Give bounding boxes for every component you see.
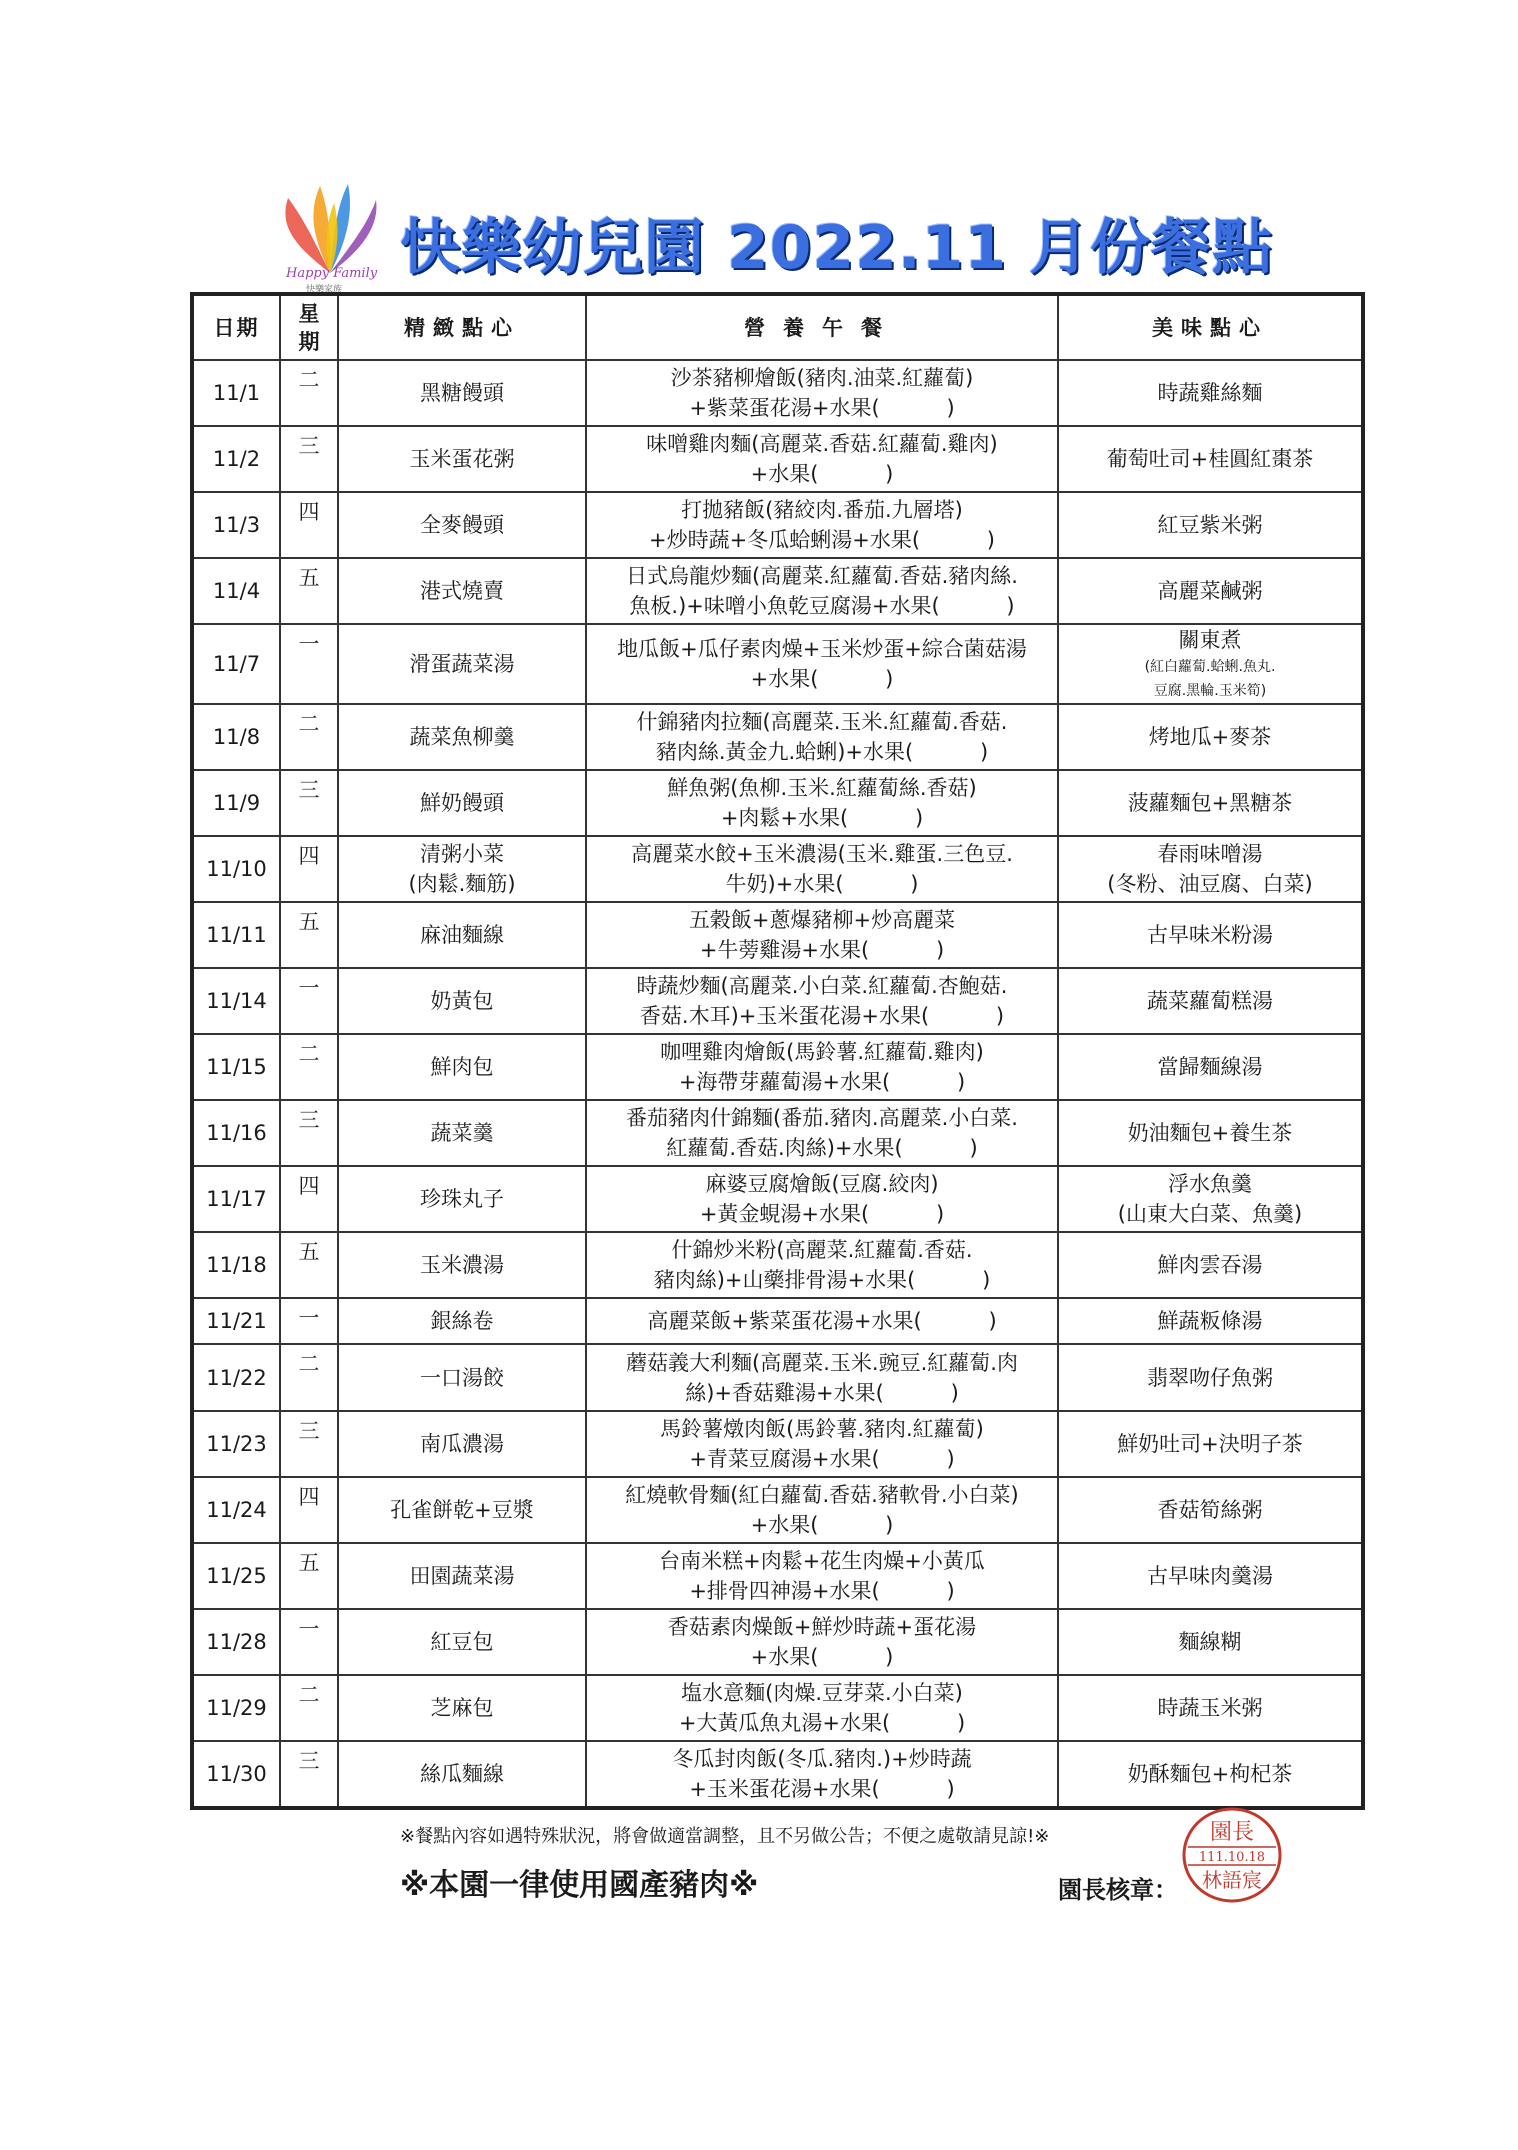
menu-date: 11/14 — [192, 968, 280, 1034]
menu-lunch — [586, 1543, 1058, 1609]
menu-afternoon-line: 奶油麵包+養生茶 — [1127, 1121, 1293, 1146]
menu-weekday: 一 — [280, 624, 338, 704]
menu-afternoon-line: 紅豆紫米粥 — [1157, 513, 1263, 538]
menu-lunch-line: 馬鈴薯燉肉飯(馬鈴薯.豬肉.紅蘿蔔) — [660, 1416, 984, 1441]
menu-date: 11/16 — [192, 1100, 280, 1166]
menu-snack-line: 田園蔬菜湯 — [409, 1563, 515, 1588]
menu-date: 11/21 — [192, 1298, 280, 1344]
menu-weekday: 五 — [280, 1543, 338, 1609]
menu-weekday: 五 — [280, 1232, 338, 1298]
menu-lunch-line: +黃金蜆湯+水果( ) — [699, 1202, 945, 1227]
menu-lunch-line: 鮮魚粥(魚柳.玉米.紅蘿蔔絲.香菇) — [667, 776, 977, 801]
menu-snack — [338, 836, 586, 902]
menu-snack-line: 港式燒賣 — [420, 579, 504, 604]
menu-snack — [338, 1298, 586, 1344]
menu-date: 11/30 — [192, 1741, 280, 1808]
menu-afternoon-line: 香菇筍絲粥 — [1157, 1497, 1263, 1522]
menu-afternoon — [1058, 1543, 1363, 1609]
menu-body — [192, 360, 1363, 1808]
menu-weekday: 二 — [280, 1344, 338, 1410]
menu-lunch — [586, 836, 1058, 902]
menu-lunch-line: 麻婆豆腐燴飯(豆腐.絞肉) — [705, 1172, 939, 1197]
menu-row — [192, 492, 1363, 558]
menu-date: 11/23 — [192, 1411, 280, 1477]
menu-date: 11/8 — [192, 704, 280, 770]
stamp-date: 111.10.18 — [1198, 1850, 1266, 1865]
menu-lunch-line: 魚板.)+味噌小魚乾豆腐湯+水果( ) — [629, 594, 1015, 619]
menu-date: 11/3 — [192, 492, 280, 558]
menu-afternoon-line: 高麗菜鹹粥 — [1157, 579, 1263, 604]
menu-lunch-line: 豬肉絲)+山藥排骨湯+水果( ) — [653, 1268, 991, 1293]
menu-lunch-line: 豬肉絲.黃金九.蛤蜊)+水果( ) — [655, 740, 989, 765]
menu-date: 11/25 — [192, 1543, 280, 1609]
adjustment-note: ※餐點內容如遇特殊狀況，將會做適當調整，且不另做公告；不便之處敬請見諒!※ — [400, 1826, 1050, 1847]
menu-date: 11/24 — [192, 1477, 280, 1543]
menu-row — [192, 770, 1363, 836]
domestic-pork-notice: ※本園一律使用國產豬肉※ — [400, 1868, 759, 1903]
menu-weekday: 四 — [280, 1166, 338, 1232]
menu-lunch — [586, 1609, 1058, 1675]
menu-afternoon — [1058, 1100, 1363, 1166]
page-title: 快樂幼兒園 2022.11 月份餐點 — [400, 213, 1274, 283]
menu-snack — [338, 1477, 586, 1543]
menu-lunch — [586, 1344, 1058, 1410]
menu-weekday: 二 — [280, 704, 338, 770]
header-date: 日期 — [192, 294, 280, 360]
menu-snack-line: 紅豆包 — [430, 1629, 494, 1654]
menu-lunch-line: +水果( ) — [750, 667, 894, 692]
menu-afternoon — [1058, 426, 1363, 492]
menu-lunch-line: 紅蘿蔔.香菇.肉絲)+水果( ) — [666, 1136, 978, 1161]
menu-weekday: 五 — [280, 558, 338, 624]
menu-afternoon-line: 翡翠吻仔魚粥 — [1147, 1365, 1273, 1390]
menu-lunch — [586, 704, 1058, 770]
menu-snack-line: (肉鬆.麵筋) — [408, 872, 516, 897]
menu-lunch-line: 高麗菜水餃+玉米濃湯(玉米.雞蛋.三色豆. — [631, 842, 1013, 867]
page-header — [258, 178, 1274, 298]
header-snack: 精緻點心 — [338, 294, 586, 360]
menu-lunch-line: 地瓜飯+瓜仔素肉燥+玉米炒蛋+綜合菌菇湯 — [617, 637, 1027, 662]
menu-snack-line: 鮮奶饅頭 — [420, 791, 504, 816]
menu-row — [192, 902, 1363, 968]
menu-row — [192, 1543, 1363, 1609]
menu-afternoon — [1058, 1166, 1363, 1232]
menu-snack — [338, 1741, 586, 1808]
menu-afternoon-line: 葡萄吐司+桂圓紅棗茶 — [1106, 447, 1314, 472]
menu-afternoon — [1058, 1741, 1363, 1808]
menu-row — [192, 1232, 1363, 1298]
menu-afternoon-line: 鮮肉雲吞湯 — [1157, 1253, 1263, 1278]
menu-snack — [338, 1411, 586, 1477]
menu-lunch-line: 咖哩雞肉燴飯(馬鈴薯.紅蘿蔔.雞肉) — [660, 1040, 984, 1065]
menu-afternoon — [1058, 1411, 1363, 1477]
menu-lunch — [586, 1034, 1058, 1100]
menu-row — [192, 1166, 1363, 1232]
menu-row — [192, 1477, 1363, 1543]
menu-afternoon — [1058, 1675, 1363, 1741]
menu-lunch-line: 高麗菜飯+紫菜蛋花湯+水果( ) — [647, 1309, 997, 1334]
menu-lunch-line: +海帶芽蘿蔔湯+水果( ) — [678, 1070, 966, 1095]
menu-date: 11/4 — [192, 558, 280, 624]
menu-snack — [338, 558, 586, 624]
menu-row — [192, 836, 1363, 902]
menu-weekday: 一 — [280, 1609, 338, 1675]
menu-afternoon — [1058, 492, 1363, 558]
stamp-title: 園長 — [1209, 1820, 1255, 1845]
menu-afternoon-line: 時蔬玉米粥 — [1157, 1695, 1263, 1720]
menu-afternoon-line: 麵線糊 — [1178, 1629, 1242, 1654]
menu-lunch-line: 打拋豬飯(豬絞肉.番茄.九層塔) — [681, 498, 963, 523]
logo-subcaption: 快樂家族 — [306, 285, 343, 295]
menu-date: 11/1 — [192, 360, 280, 426]
menu-lunch-line: 什錦豬肉拉麵(高麗菜.玉米.紅蘿蔔.香菇. — [636, 710, 1008, 735]
menu-lunch — [586, 770, 1058, 836]
menu-snack — [338, 1034, 586, 1100]
menu-row — [192, 704, 1363, 770]
menu-afternoon — [1058, 1298, 1363, 1344]
menu-weekday: 三 — [280, 426, 338, 492]
menu-lunch-line: 冬瓜封肉飯(冬瓜.豬肉.)+炒時蔬 — [672, 1746, 972, 1771]
menu-snack — [338, 1166, 586, 1232]
menu-afternoon-line: (冬粉、油豆腐、白菜) — [1107, 872, 1313, 897]
header-weekday — [280, 294, 338, 360]
menu-afternoon-line: (山東大白菜、魚羹) — [1117, 1202, 1303, 1227]
menu-afternoon-line: 鮮奶吐司+決明子茶 — [1117, 1431, 1303, 1456]
menu-weekday: 一 — [280, 968, 338, 1034]
menu-afternoon-line: 春雨味噌湯 — [1157, 842, 1263, 867]
menu-lunch — [586, 1298, 1058, 1344]
menu-snack — [338, 1232, 586, 1298]
menu-lunch-line: 什錦炒米粉(高麗菜.紅蘿蔔.香菇. — [671, 1238, 973, 1263]
menu-afternoon — [1058, 704, 1363, 770]
menu-afternoon-line: 浮水魚羹 — [1168, 1172, 1252, 1197]
menu-lunch-line: +排骨四神湯+水果( ) — [689, 1578, 955, 1603]
menu-afternoon — [1058, 1344, 1363, 1410]
menu-snack-line: 清粥小菜 — [420, 842, 504, 867]
menu-weekday: 二 — [280, 1675, 338, 1741]
menu-snack-line: 孔雀餅乾+豆漿 — [390, 1497, 534, 1522]
menu-lunch — [586, 1100, 1058, 1166]
principal-stamp-icon — [1180, 1805, 1285, 1905]
menu-snack-line: 麻油麵線 — [420, 923, 504, 948]
logo-caption: Happy Family — [286, 266, 378, 281]
menu-snack — [338, 704, 586, 770]
menu-table — [190, 292, 1365, 1810]
menu-snack-line: 玉米蛋花粥 — [409, 447, 515, 472]
menu-snack — [338, 360, 586, 426]
menu-lunch — [586, 558, 1058, 624]
menu-snack-line: 玉米濃湯 — [420, 1253, 504, 1278]
menu-snack — [338, 492, 586, 558]
header-weekday-label: 星期 — [298, 301, 320, 354]
menu-date: 11/15 — [192, 1034, 280, 1100]
menu-lunch — [586, 1232, 1058, 1298]
menu-lunch-line: 牛奶)+水果( ) — [725, 872, 919, 897]
menu-lunch-line: 時蔬炒麵(高麗菜.小白菜.紅蘿蔔.杏鮑菇. — [636, 974, 1008, 999]
menu-lunch-line: +水果( ) — [750, 1512, 894, 1537]
menu-row — [192, 558, 1363, 624]
menu-lunch-line: 紅燒軟骨麵(紅白蘿蔔.香菇.豬軟骨.小白菜) — [625, 1482, 1019, 1507]
menu-snack — [338, 426, 586, 492]
menu-afternoon-line: 古早味肉羹湯 — [1147, 1563, 1273, 1588]
menu-date: 11/9 — [192, 770, 280, 836]
menu-snack — [338, 1609, 586, 1675]
menu-lunch — [586, 902, 1058, 968]
menu-lunch — [586, 1477, 1058, 1543]
menu-lunch-line: 香菇.木耳)+玉米蛋花湯+水果( ) — [639, 1004, 1005, 1029]
menu-lunch-line: 味噌雞肉麵(高麗菜.香菇.紅蘿蔔.雞肉) — [646, 432, 998, 457]
menu-afternoon-line: 古早味米粉湯 — [1147, 923, 1273, 948]
menu-snack — [338, 1675, 586, 1741]
menu-lunch — [586, 624, 1058, 704]
menu-lunch-line: 絲)+香菇雞湯+水果( ) — [685, 1380, 959, 1405]
menu-snack — [338, 770, 586, 836]
menu-afternoon-line: 鮮蔬粄條湯 — [1157, 1309, 1263, 1334]
menu-row — [192, 1741, 1363, 1808]
menu-lunch-line: 台南米糕+肉鬆+花生肉燥+小黃瓜 — [659, 1548, 985, 1573]
menu-afternoon — [1058, 836, 1363, 902]
menu-lunch-line: 蘑菇義大利麵(高麗菜.玉米.豌豆.紅蘿蔔.肉 — [626, 1350, 1018, 1375]
menu-lunch-line: +青菜豆腐湯+水果( ) — [689, 1446, 955, 1471]
menu-row — [192, 1609, 1363, 1675]
menu-snack-line: 蔬菜魚柳羹 — [409, 725, 515, 750]
menu-snack — [338, 1543, 586, 1609]
menu-row — [192, 624, 1363, 704]
menu-snack-line: 絲瓜麵線 — [420, 1761, 504, 1786]
menu-snack-line: 南瓜濃湯 — [420, 1431, 504, 1456]
menu-lunch — [586, 492, 1058, 558]
menu-snack-line: 滑蛋蔬菜湯 — [409, 652, 515, 677]
menu-snack-line: 珍珠丸子 — [420, 1187, 504, 1212]
menu-afternoon-line: 關東煮 — [1178, 628, 1242, 653]
menu-row — [192, 1411, 1363, 1477]
menu-lunch-line: +紫菜蛋花湯+水果( ) — [689, 396, 955, 421]
menu-date: 11/18 — [192, 1232, 280, 1298]
menu-snack-line: 黑糖饅頭 — [420, 381, 504, 406]
menu-lunch — [586, 1166, 1058, 1232]
menu-snack — [338, 1344, 586, 1410]
menu-lunch — [586, 1675, 1058, 1741]
menu-afternoon — [1058, 1609, 1363, 1675]
menu-date: 11/28 — [192, 1609, 280, 1675]
menu-afternoon-line: 奶酥麵包+枸杞茶 — [1127, 1761, 1293, 1786]
menu-lunch-line: +肉鬆+水果( ) — [720, 806, 924, 831]
menu-weekday: 五 — [280, 902, 338, 968]
menu-lunch-line: +大黃瓜魚丸湯+水果( ) — [678, 1710, 966, 1735]
menu-date: 11/2 — [192, 426, 280, 492]
menu-afternoon — [1058, 1477, 1363, 1543]
menu-afternoon — [1058, 360, 1363, 426]
menu-weekday: 二 — [280, 1034, 338, 1100]
menu-lunch — [586, 968, 1058, 1034]
menu-snack-line: 蔬菜羹 — [430, 1121, 494, 1146]
menu-row — [192, 360, 1363, 426]
menu-lunch-line: 日式烏龍炒麵(高麗菜.紅蘿蔔.香菇.豬肉絲. — [626, 564, 1018, 589]
menu-snack-line: 奶黃包 — [430, 989, 494, 1014]
menu-afternoon — [1058, 902, 1363, 968]
menu-row — [192, 1344, 1363, 1410]
menu-afternoon-line: 菠蘿麵包+黑糖茶 — [1127, 791, 1293, 816]
menu-snack-line: 芝麻包 — [430, 1695, 494, 1720]
menu-weekday: 一 — [280, 1298, 338, 1344]
menu-snack — [338, 1100, 586, 1166]
menu-lunch-line: 五穀飯+蔥爆豬柳+炒高麗菜 — [688, 908, 956, 933]
menu-snack-line: 鮮肉包 — [430, 1055, 494, 1080]
menu-snack — [338, 902, 586, 968]
menu-row — [192, 1100, 1363, 1166]
menu-row — [192, 1298, 1363, 1344]
header-afternoon: 美味點心 — [1058, 294, 1363, 360]
menu-snack-line: 全麥饅頭 — [420, 513, 504, 538]
menu-afternoon — [1058, 1034, 1363, 1100]
table-header-row — [192, 294, 1363, 360]
menu-snack-line: 一口湯餃 — [420, 1365, 504, 1390]
menu-date: 11/11 — [192, 902, 280, 968]
menu-lunch — [586, 426, 1058, 492]
menu-afternoon-line: (紅白蘿蔔.蛤蜊.魚丸. — [1144, 659, 1276, 676]
menu-afternoon — [1058, 558, 1363, 624]
menu-row — [192, 1675, 1363, 1741]
menu-weekday: 三 — [280, 1100, 338, 1166]
menu-lunch-line: +水果( ) — [750, 462, 894, 487]
menu-snack — [338, 968, 586, 1034]
menu-date: 11/29 — [192, 1675, 280, 1741]
menu-afternoon — [1058, 968, 1363, 1034]
menu-lunch — [586, 360, 1058, 426]
menu-weekday: 四 — [280, 492, 338, 558]
menu-lunch-line: +水果( ) — [750, 1644, 894, 1669]
menu-row — [192, 1034, 1363, 1100]
menu-afternoon — [1058, 1232, 1363, 1298]
menu-date: 11/7 — [192, 624, 280, 704]
menu-row — [192, 426, 1363, 492]
menu-afternoon-line: 當歸麵線湯 — [1157, 1055, 1263, 1080]
principal-approval-label: 園長核章： — [1058, 1876, 1178, 1904]
menu-weekday: 四 — [280, 836, 338, 902]
menu-lunch-line: +玉米蛋花湯+水果( ) — [689, 1776, 955, 1801]
menu-lunch-line: 番茄豬肉什錦麵(番茄.豬肉.高麗菜.小白菜. — [626, 1106, 1018, 1131]
menu-afternoon-line: 烤地瓜+麥茶 — [1148, 725, 1272, 750]
menu-row — [192, 968, 1363, 1034]
stamp-name: 林語宸 — [1202, 1868, 1262, 1892]
menu-snack — [338, 624, 586, 704]
menu-afternoon — [1058, 624, 1363, 704]
header-lunch: 營養午餐 — [586, 294, 1058, 360]
menu-weekday: 三 — [280, 1741, 338, 1808]
menu-date: 11/10 — [192, 836, 280, 902]
menu-afternoon-line: 時蔬雞絲麵 — [1157, 381, 1263, 406]
menu-lunch-line: +牛蒡雞湯+水果( ) — [699, 938, 945, 963]
menu-weekday: 三 — [280, 770, 338, 836]
menu-afternoon-line: 蔬菜蘿蔔糕湯 — [1147, 989, 1273, 1014]
menu-lunch-line: +炒時蔬+冬瓜蛤蜊湯+水果( ) — [649, 528, 995, 553]
menu-lunch — [586, 1411, 1058, 1477]
menu-afternoon-line: 豆腐.黑輪.玉米筍) — [1153, 683, 1267, 700]
menu-lunch — [586, 1741, 1058, 1808]
menu-lunch-line: 塩水意麵(肉燥.豆芽菜.小白菜) — [681, 1680, 963, 1705]
menu-afternoon — [1058, 770, 1363, 836]
menu-weekday: 四 — [280, 1477, 338, 1543]
menu-date: 11/22 — [192, 1344, 280, 1410]
menu-snack-line: 銀絲卷 — [430, 1309, 494, 1334]
menu-weekday: 二 — [280, 360, 338, 426]
menu-weekday: 三 — [280, 1411, 338, 1477]
menu-lunch-line: 香菇素肉燥飯+鮮炒時蔬+蛋花湯 — [667, 1614, 977, 1639]
menu-date: 11/17 — [192, 1166, 280, 1232]
menu-lunch-line: 沙茶豬柳燴飯(豬肉.油菜.紅蘿蔔) — [670, 366, 974, 391]
